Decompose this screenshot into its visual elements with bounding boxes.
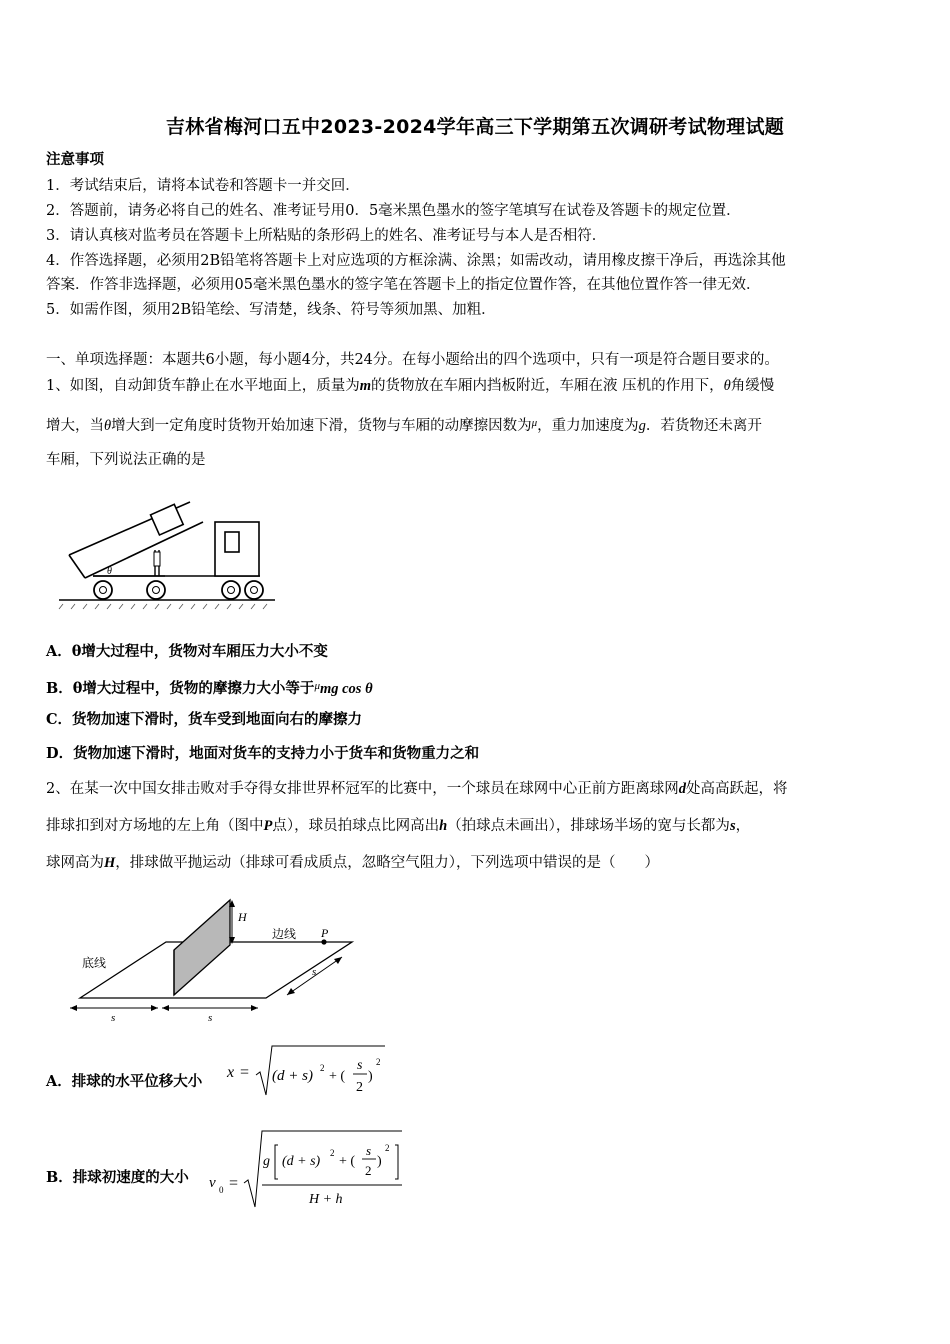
fig-label-sideline: 边线 — [272, 927, 297, 941]
section-heading: 一、单项选择题：本题共6小题，每小题4分，共24分。在每小题给出的四个选项中，只有一项是符合题目要求的。 — [46, 352, 779, 368]
fig-label-s-right: s — [208, 1012, 213, 1024]
notice-item-1: 1．考试结束后，请将本试卷和答题卡一并交回． — [46, 178, 360, 194]
notice-heading: 注意事项 — [46, 151, 104, 168]
svg-text:v: v — [209, 1175, 216, 1191]
q1-line-2: 增大，当θ增大到一定角度时货物开始加速下滑，货物与车厢的动摩擦因数为$^\mu$，重力加速度为g．若货物还未离开 — [46, 417, 762, 434]
notice-item-5: 5．如需作图，须用2B铅笔绘、写清楚，线条、符号等须加黑、加粗． — [46, 302, 496, 318]
point-p — [321, 939, 326, 944]
q1-option-a: A．θ增大过程中，货物对车厢压力大小不变 — [46, 643, 328, 660]
svg-text:2: 2 — [330, 1148, 335, 1158]
notice-item-4: 4．作答选择题，必须用2B铅笔将答题卡上对应选项的方框涂满、涂黑；如需改动，请用橡皮擦干净后，再选涂其他 — [46, 253, 786, 269]
svg-text:+ (: + ( — [339, 1154, 356, 1169]
svg-text:): ) — [368, 1069, 373, 1084]
formula-horizontal-displacement — [225, 1043, 390, 1101]
q2-line-3: 球网高为H，排球做平抛运动（排球可看成质点，忽略空气阻力），下列选项中错误的是（ ） — [46, 855, 660, 871]
fig-label-h-net: H — [238, 910, 247, 924]
q2-option-b: B．排球初速度的大小 — [46, 1169, 189, 1186]
svg-text:x: x — [227, 1064, 235, 1081]
volleyball-court-figure — [62, 895, 362, 1025]
svg-text:(d + s): (d + s) — [272, 1068, 313, 1084]
svg-text:s: s — [366, 1143, 372, 1158]
notice-item-3: 3．请认真核对监考员在答题卡上所粘贴的条形码上的姓名、准考证号与本人是否相符． — [46, 228, 607, 244]
svg-text:2: 2 — [385, 1143, 390, 1153]
svg-text:+ (: + ( — [329, 1069, 346, 1084]
formula-initial-velocity — [205, 1127, 410, 1212]
svg-text:H + h: H + h — [309, 1192, 343, 1207]
svg-text:=: = — [229, 1175, 239, 1192]
svg-text:s: s — [357, 1058, 363, 1073]
notice-item-2: 2．答题前，请务必将自己的姓名、准考证号用0．5毫米黑色墨水的签字笔填写在试卷及答题卡的规定位置． — [46, 203, 741, 219]
svg-text:2: 2 — [376, 1057, 381, 1067]
svg-text:g: g — [263, 1154, 270, 1169]
svg-text:=: = — [240, 1064, 250, 1081]
svg-text:): ) — [377, 1154, 382, 1169]
svg-text:(d + s): (d + s) — [282, 1154, 321, 1169]
fig-label-p: P — [321, 926, 329, 940]
svg-text:0: 0 — [219, 1185, 224, 1195]
q1-line-3: 车厢，下列说法正确的是 — [46, 452, 206, 468]
q2-line-2: 排球扣到对方场地的左上角（图中P点），球员拍球点比网高出h（拍球点未画出），排球场半场的宽与长都为s， — [46, 818, 751, 834]
q1-option-d: D．货物加速下滑时，地面对货车的支持力小于货车和货物重力之和 — [46, 745, 480, 762]
fig-label-s-left: s — [111, 1012, 116, 1024]
fig-label-s-side: s — [312, 966, 317, 978]
svg-text:2: 2 — [365, 1163, 372, 1178]
q1-option-b: B．θ增大过程中，货物的摩擦力大小等于$^\mu$mg cos θ — [46, 680, 373, 697]
q1-line-1: 1、如图，自动卸货车静止在水平地面上，质量为m的货物放在车厢内挡板附近，车厢在液 压机的作用下，θ角缓慢 — [46, 378, 775, 394]
dump-truck-figure — [55, 480, 280, 615]
page-title: 吉林省梅河口五中2023-2024学年高三下学期第五次调研考试物理试题 — [165, 116, 785, 138]
notice-item-4-cont: 答案．作答非选择题，必须用05毫米黑色墨水的签字笔在答题卡上的指定位置作答，在其他位置作答一律无效． — [46, 277, 761, 293]
q1-option-c: C．货物加速下滑时，货车受到地面向右的摩擦力 — [46, 711, 363, 728]
svg-text:2: 2 — [320, 1063, 325, 1073]
fig-label-baseline: 底线 — [82, 956, 107, 970]
theta-label: θ — [107, 566, 112, 577]
svg-text:2: 2 — [356, 1080, 363, 1095]
q2-option-a: A．排球的水平位移大小 — [46, 1073, 203, 1090]
q2-line-1: 2、在某一次中国女排击败对手夺得女排世界杯冠军的比赛中，一个球员在球网中心正前方距离球网d处高高跃起，将 — [46, 781, 788, 797]
